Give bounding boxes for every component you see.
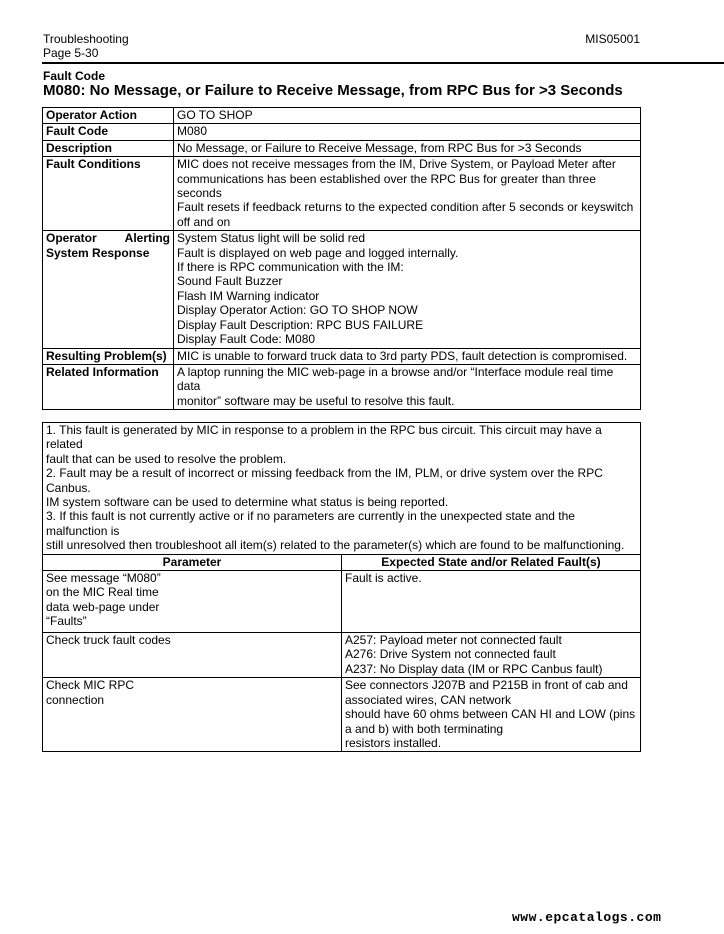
row-value xyxy=(174,231,641,348)
row-key: Fault Code xyxy=(43,124,174,140)
section-title: Troubleshooting xyxy=(43,32,129,46)
table-row xyxy=(43,231,641,348)
value-line: A laptop running the MIC web-page in a browse and/or “Interface module real time data xyxy=(177,364,614,394)
parameter-cell xyxy=(43,678,342,752)
expected-line: A276: Drive System not connected fault xyxy=(345,647,556,662)
row-value xyxy=(174,108,641,124)
fault-title: M080: No Message, or Failure to Receive Message, from RPC Bus for >3 Seconds xyxy=(43,82,623,99)
row-key: Operator Action xyxy=(43,108,174,124)
table-row xyxy=(43,348,641,364)
param-line: Check truck fault codes xyxy=(46,633,171,648)
page-number: Page 5-30 xyxy=(43,46,99,60)
table-row xyxy=(43,157,641,231)
footer-url: www.epcatalogs.com xyxy=(512,910,662,925)
value-line: Sound Fault Buzzer xyxy=(177,274,283,289)
row-value xyxy=(174,157,641,231)
value-line: communications has been established over the RPC Bus for greater than three seconds xyxy=(177,171,596,201)
value-line: Display Operator Action: GO TO SHOP NOW xyxy=(177,303,418,318)
row-value xyxy=(174,364,641,409)
value-line: Fault resets if feedback returns to the expected condition after 5 seconds or keyswitch xyxy=(177,200,634,215)
value-line: GO TO SHOP xyxy=(177,108,253,122)
param-line: data web-page under xyxy=(46,599,160,614)
expected-line: A257: Payload meter not connected fault xyxy=(345,633,562,648)
value-line: Display Fault Description: RPC BUS FAILURE xyxy=(177,317,424,332)
fault-code-label: Fault Code xyxy=(43,69,105,83)
param-line: connection xyxy=(46,692,105,707)
note-line: IM system software can be used to determine what status is being reported. xyxy=(46,495,449,510)
row-key: Fault Conditions xyxy=(43,157,174,231)
value-line: System Status light will be solid red xyxy=(177,231,366,246)
notes-row xyxy=(43,423,641,555)
value-line: Flash IM Warning indicator xyxy=(177,288,320,303)
header-rule xyxy=(42,62,724,64)
table-row xyxy=(43,124,641,140)
table-row xyxy=(43,571,641,633)
column-header-parameter: Parameter xyxy=(43,554,342,570)
troubleshooting-table xyxy=(42,422,641,752)
row-value xyxy=(174,348,641,364)
expected-line: See connectors J207B and P215B in front of cab and associated wires, CAN network xyxy=(345,678,628,707)
value-line: If there is RPC communication with the IM: xyxy=(177,260,404,275)
expected-cell xyxy=(342,571,641,633)
param-line: on the MIC Real time xyxy=(46,585,159,600)
page-header xyxy=(43,32,640,60)
value-line: No Message, or Failure to Receive Message, from RPC Bus for >3 Seconds xyxy=(177,140,582,155)
param-line: “Faults” xyxy=(46,614,87,629)
value-line: Fault is displayed on web page and logged internally. xyxy=(177,245,459,260)
key-word: Operator xyxy=(46,231,97,246)
expected-line: resistors installed. xyxy=(345,735,442,750)
table-row xyxy=(43,678,641,752)
row-value xyxy=(174,124,641,140)
notes-cell xyxy=(43,423,641,555)
expected-line: A237: No Display data (IM or RPC Canbus fault) xyxy=(345,661,603,676)
value-line: off and on xyxy=(177,214,231,229)
value-line: Display Fault Code: M080 xyxy=(177,332,316,347)
document-id: MIS05001 xyxy=(585,32,640,46)
table-row xyxy=(43,364,641,409)
value-line: monitor” software may be useful to resolve this fault. xyxy=(177,393,455,408)
column-header-expected: Expected State and/or Related Fault(s) xyxy=(342,554,641,570)
table-row xyxy=(43,633,641,678)
key-word: Alerting xyxy=(124,231,170,246)
value-line: MIC is unable to forward truck data to 3rd party PDS, fault detection is compromised. xyxy=(177,348,628,363)
expected-cell xyxy=(342,678,641,752)
value-line: M080 xyxy=(177,124,208,139)
parameter-cell xyxy=(43,571,342,633)
note-line: still unresolved then troubleshoot all item(s) related to the parameter(s) which are found to be malfunctioning. xyxy=(46,538,625,553)
table-row xyxy=(43,140,641,156)
row-key-line xyxy=(46,231,170,245)
expected-line: Fault is active. xyxy=(345,571,422,586)
row-key: Resulting Problem(s) xyxy=(43,348,174,364)
param-line: See message “M080” xyxy=(46,571,161,586)
parameter-cell xyxy=(43,633,342,678)
note-line: fault that can be used to resolve the problem. xyxy=(46,451,287,466)
expected-cell xyxy=(342,633,641,678)
row-key-line: System Response xyxy=(46,245,150,260)
note-line: 3. If this fault is not currently active or if no parameters are currently in the unexpected state and the malfunction is xyxy=(46,509,575,538)
table-row xyxy=(43,108,641,124)
param-line: Check MIC RPC xyxy=(46,678,135,693)
fault-info-table xyxy=(42,107,641,410)
row-value xyxy=(174,140,641,156)
expected-line: should have 60 ohms between CAN HI and LOW (pins a and b) with both terminating xyxy=(345,707,636,736)
column-header-row xyxy=(43,554,641,570)
row-key: Description xyxy=(43,140,174,156)
value-line: MIC does not receive messages from the IM, Drive System, or Payload Meter after xyxy=(177,157,616,172)
row-key: Related Information xyxy=(43,364,174,409)
row-key xyxy=(43,231,174,348)
note-line: 2. Fault may be a result of incorrect or missing feedback from the IM, PLM, or drive system over the RPC Canbus. xyxy=(46,466,603,495)
note-line: 1. This fault is generated by MIC in response to a problem in the RPC bus circuit. This circuit may have a related xyxy=(46,423,602,452)
